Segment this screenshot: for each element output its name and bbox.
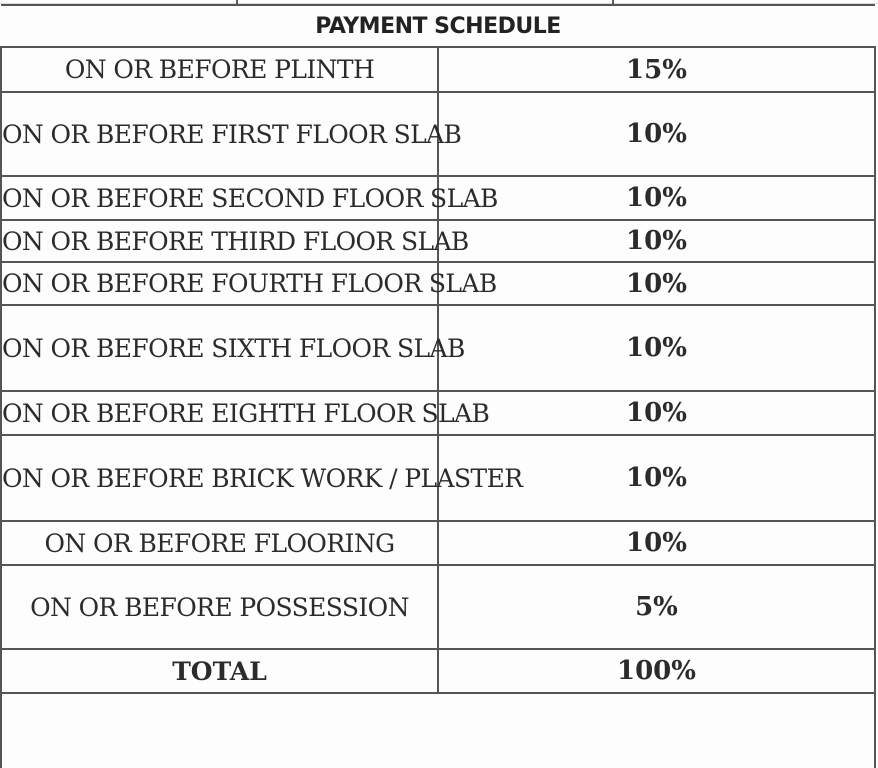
table-header-row [1,5,875,47]
table-row [1,305,875,391]
table-row [1,92,875,176]
table-row [1,47,875,92]
total-label: TOTAL [1,649,438,693]
table-row [1,521,875,565]
table-row [1,565,875,649]
table-row [1,391,875,435]
stage-percent: 10% [438,391,875,435]
stage-percent: 10% [438,176,875,220]
stage-percent: 10% [438,521,875,565]
total-row [1,649,875,693]
stage-label: ON OR BEFORE FIRST FLOOR SLAB [1,92,438,176]
stage-label: ON OR BEFORE POSSESSION [1,565,438,649]
stage-label: ON OR BEFORE THIRD FLOOR SLAB [1,220,438,262]
table-row [1,176,875,220]
stage-percent: 15% [438,47,875,92]
total-percent: 100% [438,649,875,693]
stage-label: ON OR BEFORE BRICK WORK / PLASTER [1,435,438,521]
table-row [1,220,875,262]
stage-label: ON OR BEFORE FOURTH FLOOR SLAB [1,262,438,305]
stage-label: ON OR BEFORE FLOORING [1,521,438,565]
stage-percent: 10% [438,305,875,391]
table-row [1,435,875,521]
stage-label: ON OR BEFORE SIXTH FLOOR SLAB [1,305,438,391]
payment-schedule-table [0,4,876,694]
stage-percent: 10% [438,435,875,521]
stage-label: ON OR BEFORE PLINTH [1,47,438,92]
stage-percent: 10% [438,262,875,305]
stage-label: ON OR BEFORE EIGHTH FLOOR SLAB [1,391,438,435]
stage-percent: 10% [438,220,875,262]
table-title: PAYMENT SCHEDULE [1,5,875,47]
stage-label: ON OR BEFORE SECOND FLOOR SLAB [1,176,438,220]
stage-percent: 5% [438,565,875,649]
stage-percent: 10% [438,92,875,176]
blank-bottom-area [0,690,876,768]
table-row [1,262,875,305]
